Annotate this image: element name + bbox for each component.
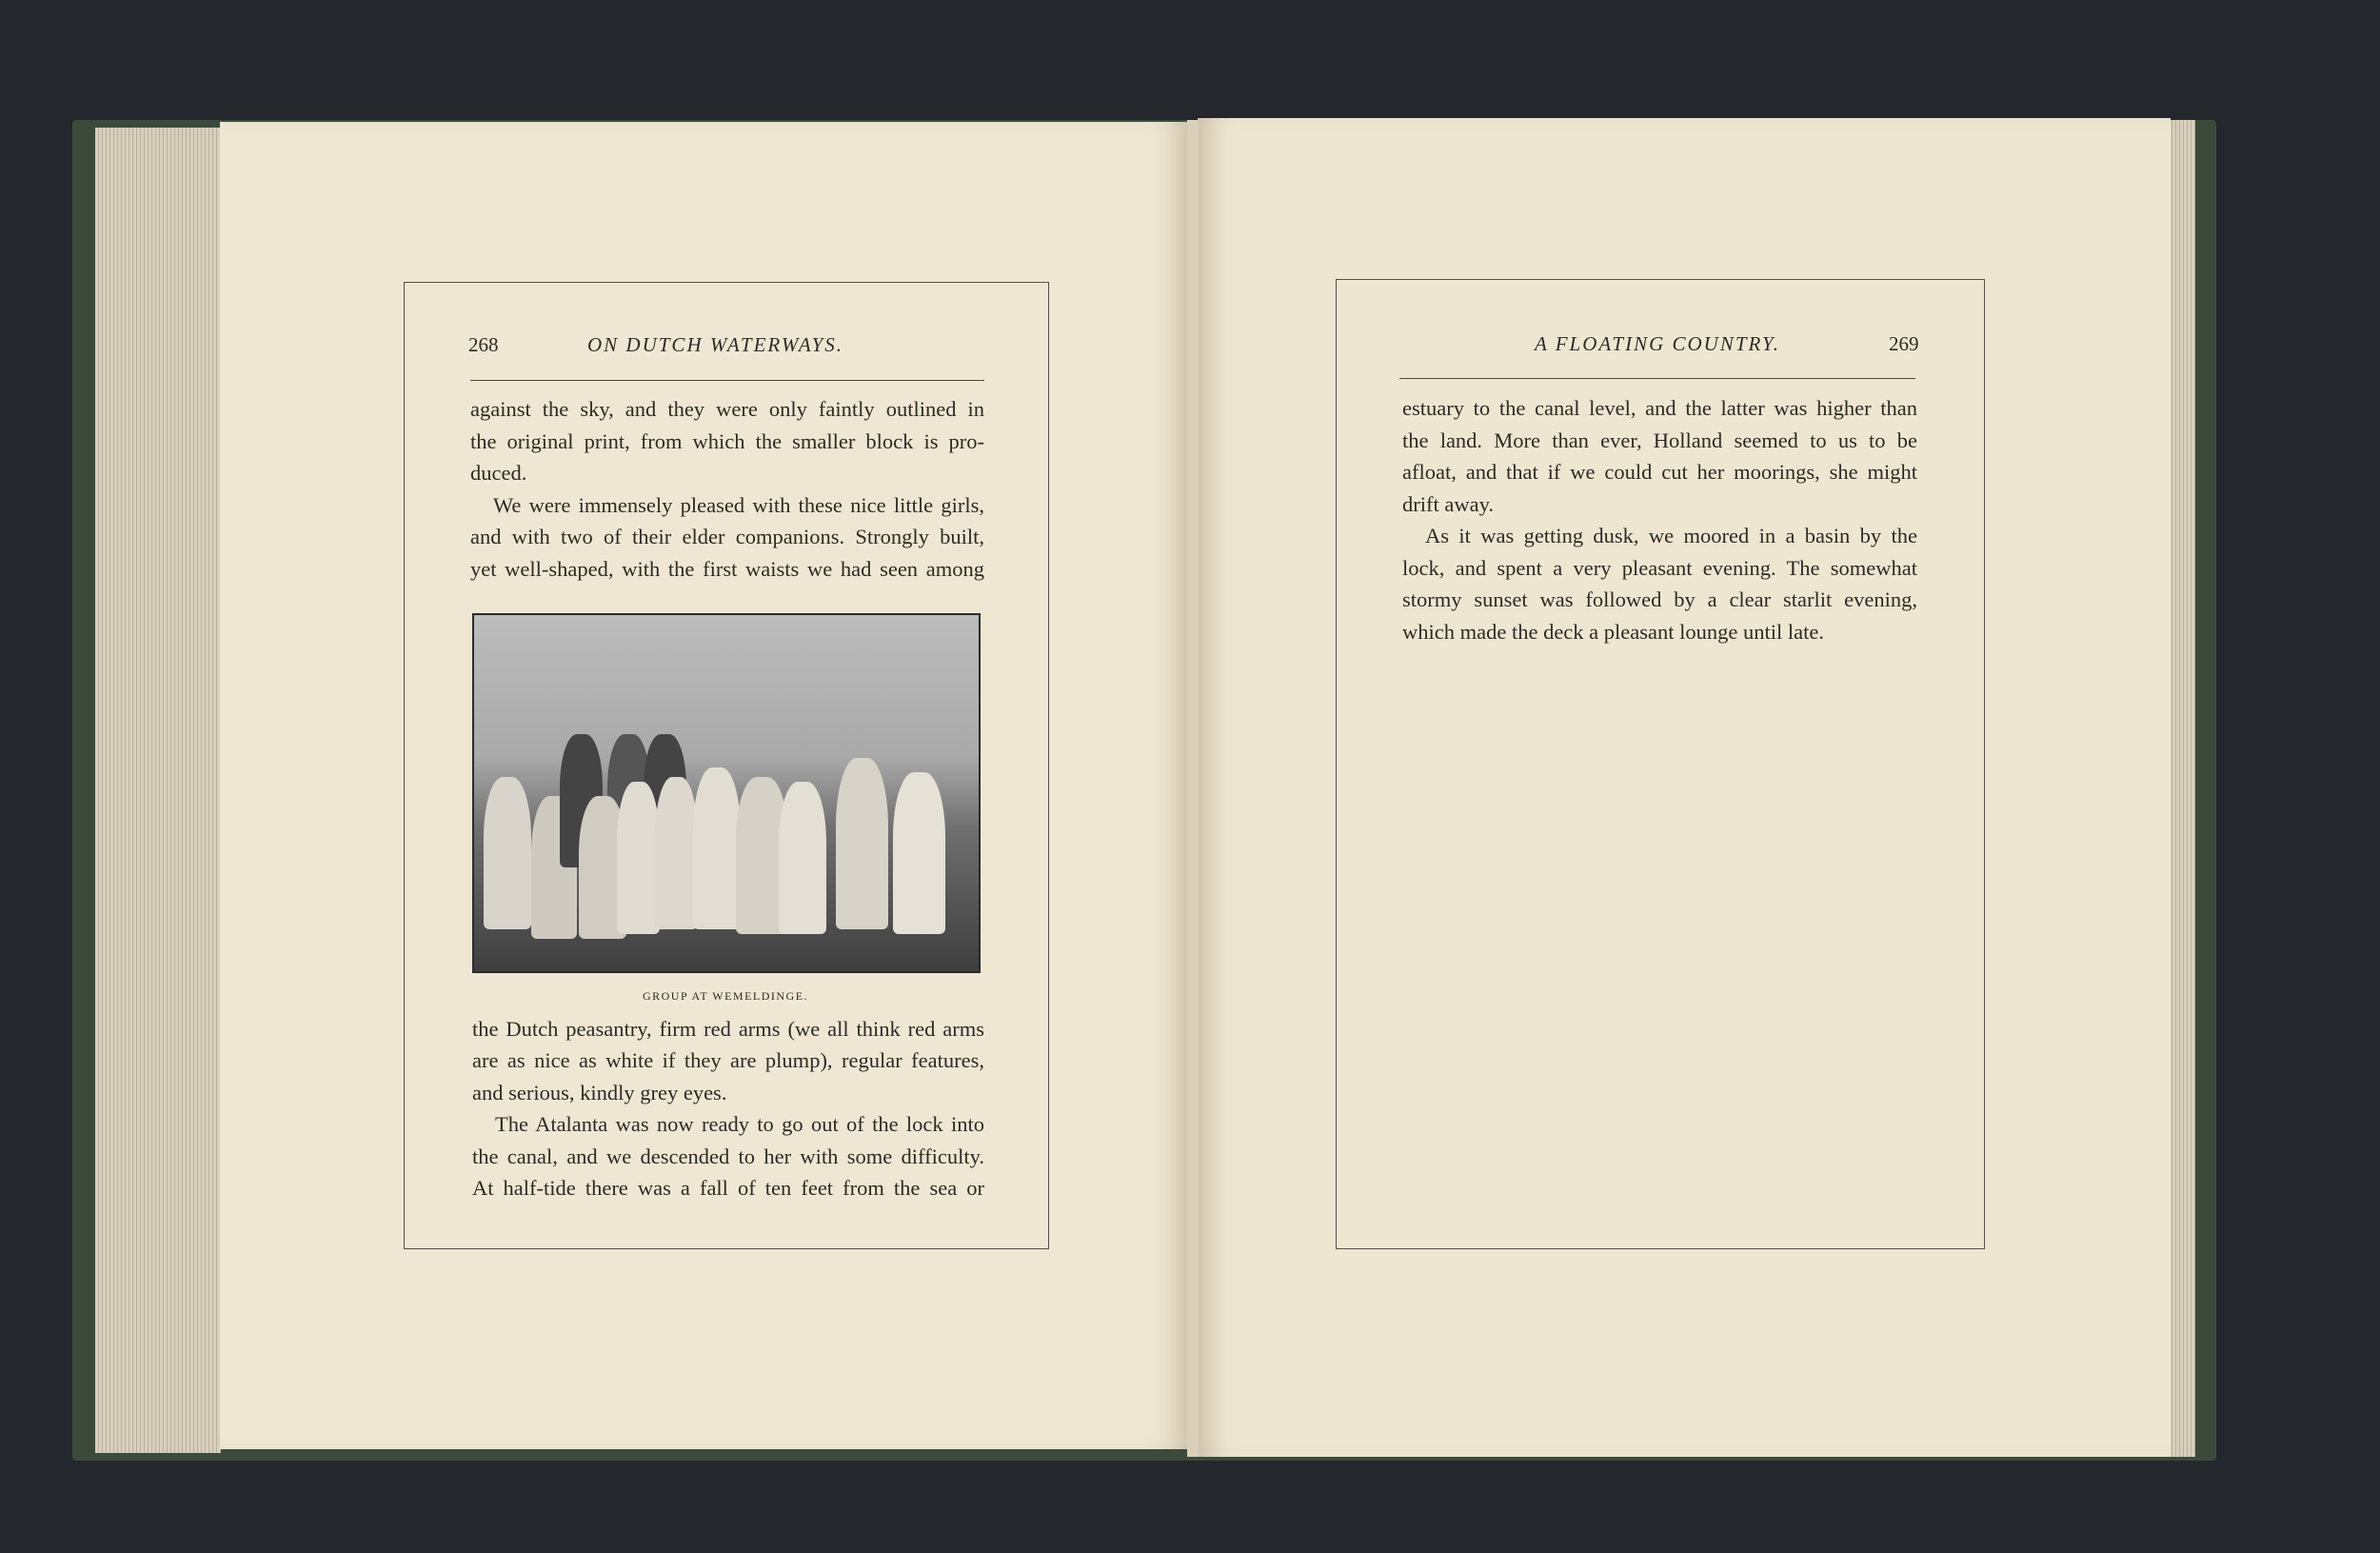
text-line: yet well-shaped, with the first waists we had seen among bbox=[470, 557, 984, 581]
photo-figure bbox=[617, 782, 660, 934]
running-head: A FLOATING COUNTRY. bbox=[1535, 332, 1780, 355]
text-line: the Dutch peasantry, firm red arms (we all think red arms bbox=[472, 1017, 984, 1041]
photograph-group-at-wemeldinge bbox=[472, 613, 981, 973]
text-line: stormy sunset was followed by a clear starlit evening, bbox=[1402, 587, 1917, 611]
text-line: duced. bbox=[470, 461, 527, 486]
text-line: and serious, kindly grey eyes. bbox=[472, 1080, 727, 1105]
text-line: afloat, and that if we could cut her moorings, she might bbox=[1402, 460, 1917, 484]
photo-figure bbox=[693, 767, 741, 929]
photo-figure bbox=[484, 777, 531, 929]
figure-caption: GROUP AT WEMELDINGE. bbox=[642, 989, 809, 1003]
text-line: are as nice as white if they are plump), regular features, bbox=[472, 1048, 984, 1073]
text-line: the original print, from which the smaller block is pro- bbox=[470, 428, 984, 453]
photo-figure bbox=[893, 772, 945, 934]
page-number: 269 bbox=[1889, 332, 1919, 355]
text-line: the land. More than ever, Holland seemed to us to be bbox=[1402, 428, 1917, 452]
photo-figure bbox=[779, 782, 826, 934]
header-rule bbox=[470, 380, 984, 381]
header-rule bbox=[1399, 378, 1915, 379]
photo-figure bbox=[655, 777, 698, 929]
text-line: against the sky, and they were only faintly outlined in bbox=[470, 397, 984, 421]
running-head: ON DUTCH WATERWAYS. bbox=[587, 333, 844, 356]
text-line: estuary to the canal level, and the latter was higher than bbox=[1402, 396, 1917, 420]
text-line: drift away. bbox=[1402, 491, 1494, 516]
page-edges-left bbox=[95, 128, 221, 1453]
text-line: lock, and spent a very pleasant evening. The somewhat bbox=[1402, 555, 1917, 580]
text-line: The Atalanta was now ready to go out of the lock into bbox=[495, 1112, 984, 1137]
text-line: We were immensely pleased with these nice little girls, bbox=[493, 492, 984, 517]
text-line: which made the deck a pleasant lounge until late. bbox=[1402, 619, 1824, 644]
text-line: the canal, and we descended to her with some difficulty. bbox=[472, 1144, 984, 1168]
photo-figure bbox=[836, 758, 888, 929]
gutter bbox=[1187, 120, 1199, 1457]
text-line: and with two of their elder companions. Strongly built, bbox=[470, 525, 984, 549]
page-number: 268 bbox=[468, 333, 499, 356]
text-line: At half-tide there was a fall of ten feet from the sea or bbox=[472, 1176, 984, 1200]
text-line: As it was getting dusk, we moored in a basin by the bbox=[1425, 524, 1917, 548]
page-edges-right bbox=[2169, 120, 2195, 1457]
